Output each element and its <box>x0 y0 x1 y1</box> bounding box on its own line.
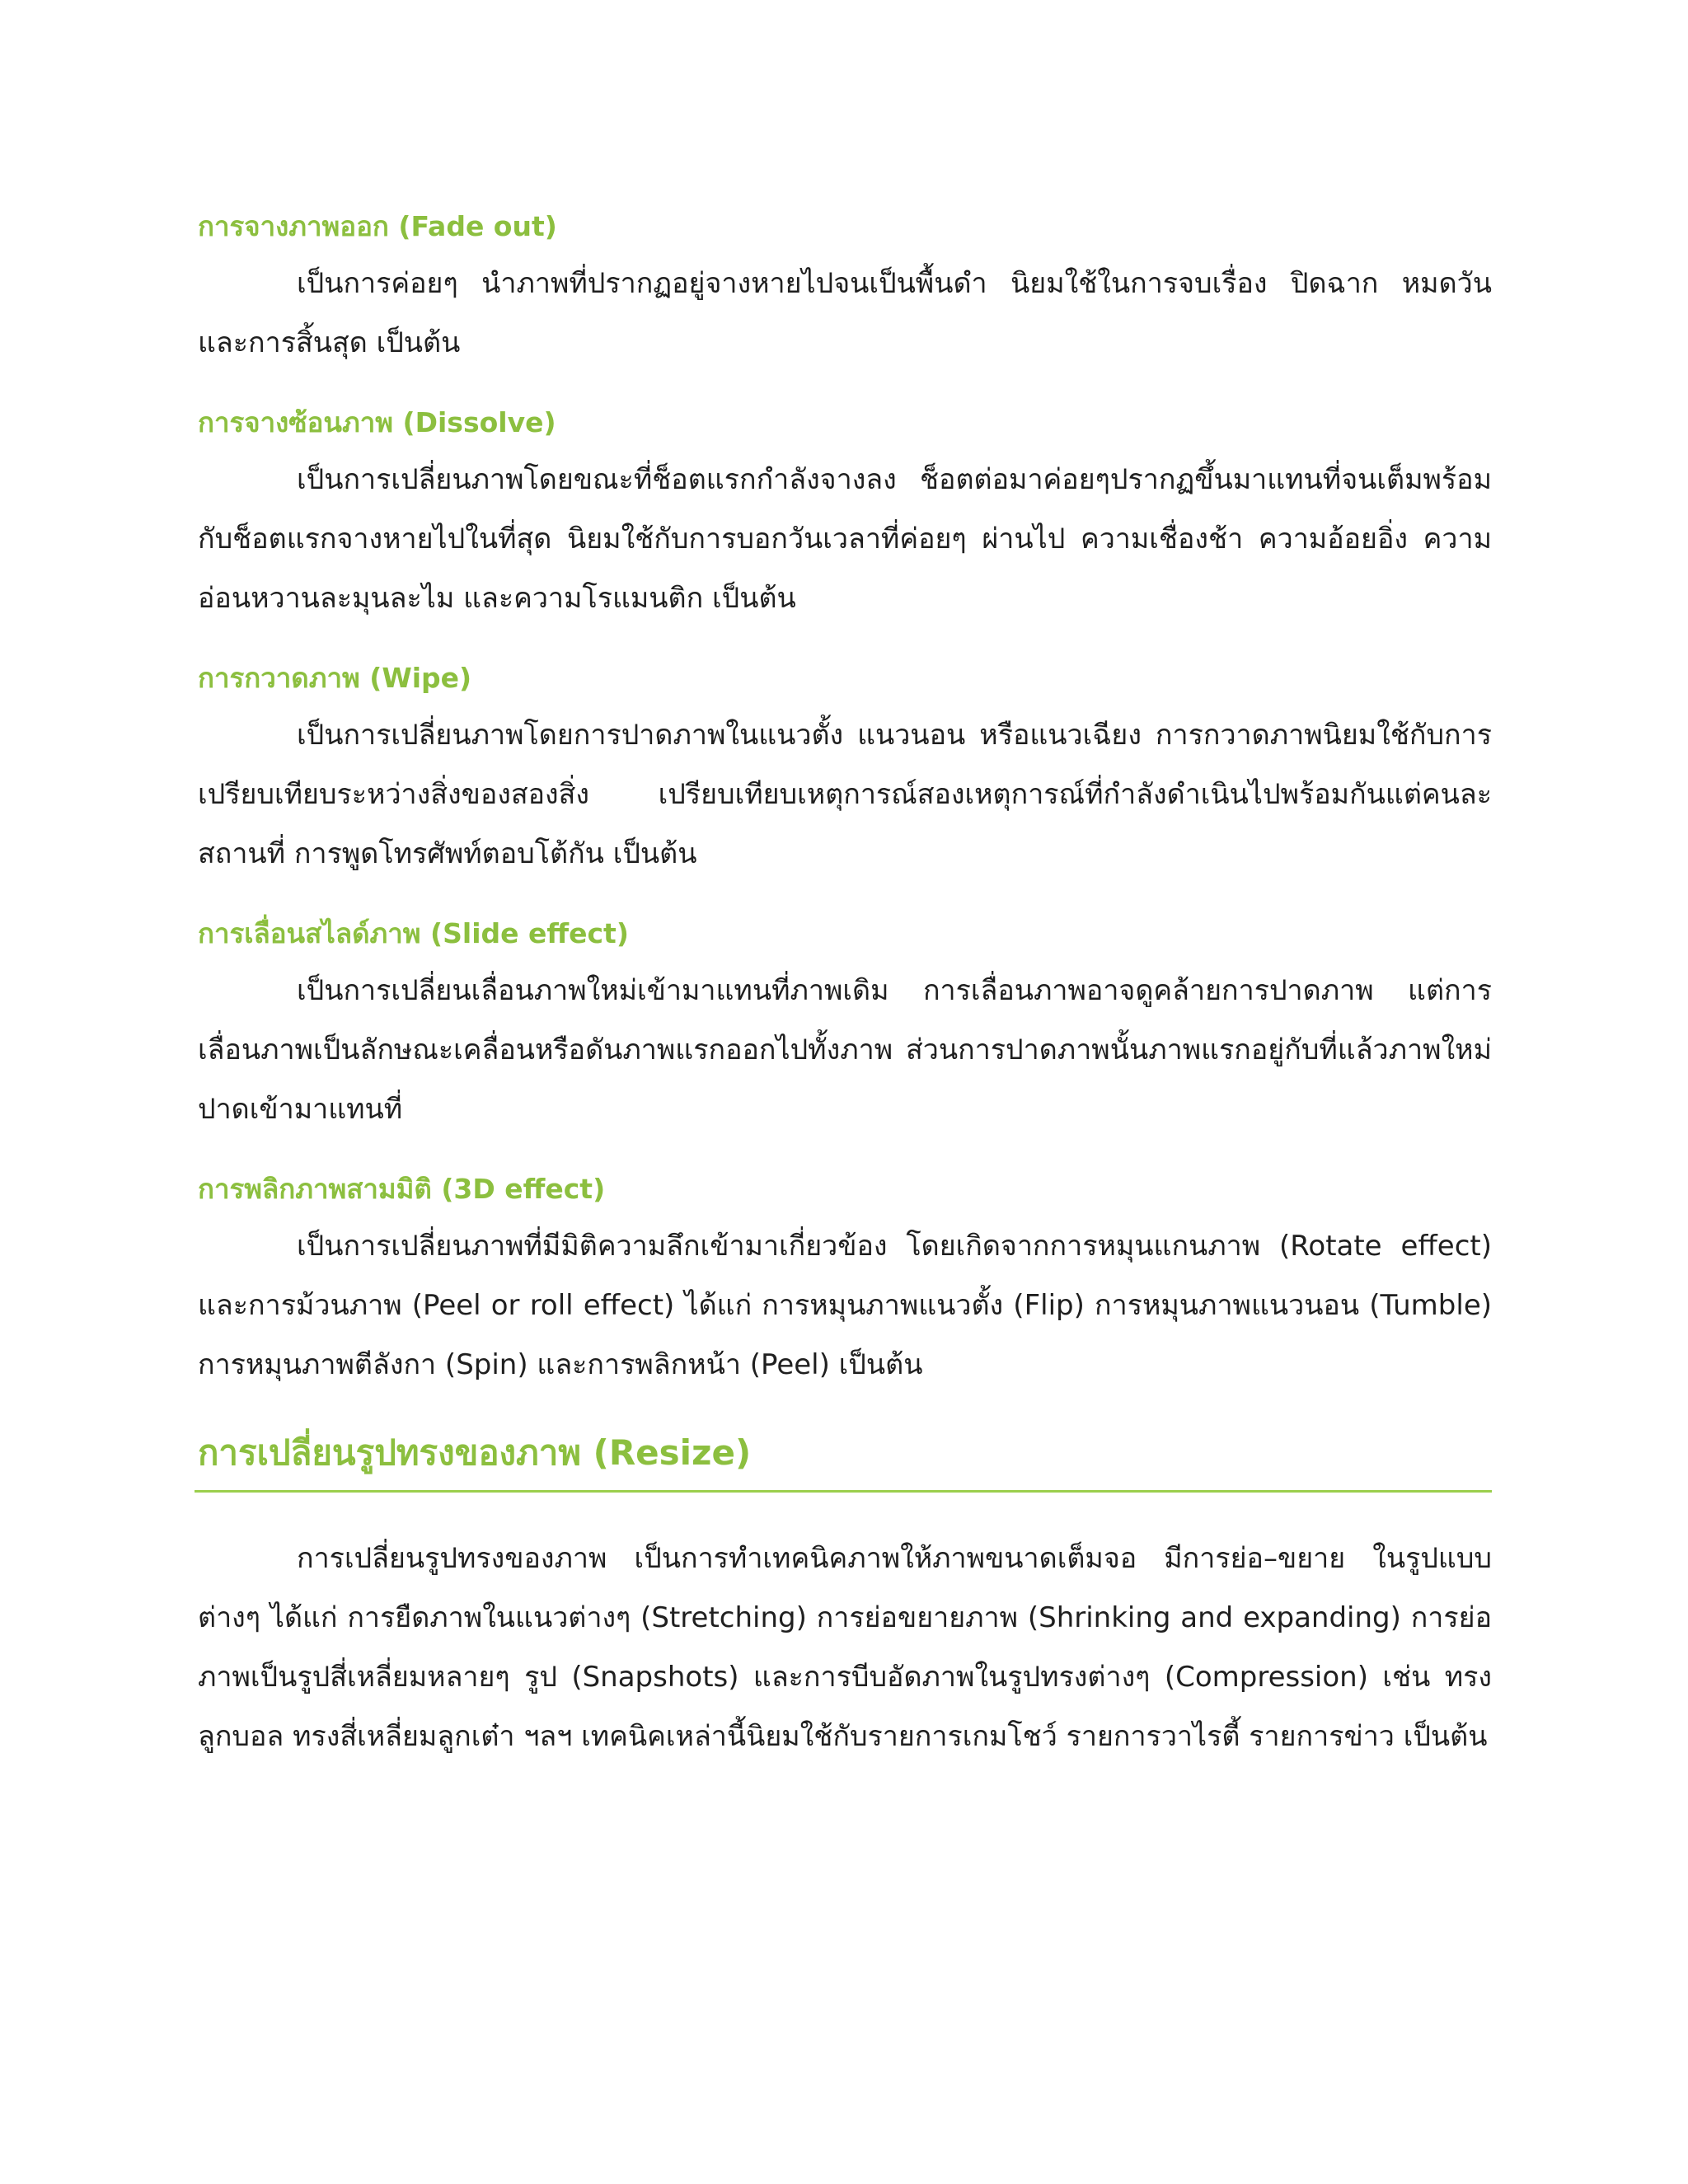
subheading-dissolve: การจางซ้อนภาพ (Dissolve) <box>198 406 556 438</box>
section-wipe <box>198 658 1492 883</box>
subheading-fade-out: การจางภาพออก (Fade out) <box>198 210 557 242</box>
heading-divider <box>195 1490 1492 1493</box>
section-slide-effect <box>198 913 1492 1139</box>
subheading-wipe: การกวาดภาพ (Wipe) <box>198 662 472 694</box>
section-3d-effect <box>198 1169 1492 1394</box>
paragraph-resize: การเปลี่ยนรูปทรงของภาพ เป็นการทำเทคนิคภาพให้ภาพขนาดเต็มจอ มีการย่อ–ขยาย ในรูปแบบต่างๆ ได้แก่ การยืดภาพในแนวต่างๆ (Stretching) การย่อขยายภาพ (Shrinking and expanding) การย่อภาพเป็นรูปสี่เหลี่ยมหลายๆ รูป (Snapshots) และการบีบอัดภาพในรูปทรงต่างๆ (Compression) เช่น ทรงลูกบอล ทรงสี่เหลี่ยมลูกเต๋า ฯลฯ เทคนิคเหล่านี้นิยมใช้กับรายการเกมโชว์ รายการวาไรตี้ รายการข่าว เป็นต้น <box>198 1542 1492 1753</box>
section-dissolve <box>198 402 1492 628</box>
subheading-slide-effect: การเลื่อนสไลด์ภาพ (Slide effect) <box>198 917 629 949</box>
section-title-resize: การเปลี่ยนรูปทรงของภาพ (Resize) <box>198 1432 752 1473</box>
subheading-3d-effect: การพลิกภาพสามมิติ (3D effect) <box>198 1173 606 1205</box>
section-fade-out <box>198 206 1492 373</box>
paragraph-wipe: เป็นการเปลี่ยนภาพโดยการปาดภาพในแนวตั้ง แนวนอน หรือแนวเฉียง การกวาดภาพนิยมใช้กับการเปรียบเทียบระหว่างสิ่งของสองสิ่ง เปรียบเทียบเหตุการณ์สองเหตุการณ์ที่กำลังดำเนินไปพร้อมกันแต่คนละสถานที่ การพูดโทรศัพท์ตอบโต้กัน เป็นต้น <box>198 719 1492 870</box>
resize-heading-block <box>198 1427 1492 1493</box>
paragraph-slide-effect: เป็นการเปลี่ยนเลื่อนภาพใหม่เข้ามาแทนที่ภาพเดิม การเลื่อนภาพอาจดูคล้ายการปาดภาพ แต่การเลื่อนภาพเป็นลักษณะเคลื่อนหรือดันภาพแรกออกไปทั้งภาพ ส่วนการปาดภาพนั้นภาพแรกอยู่กับที่แล้วภาพใหม่ปาดเข้ามาแทนที่ <box>198 974 1492 1126</box>
paragraph-dissolve: เป็นการเปลี่ยนภาพโดยขณะที่ช็อตแรกกำลังจางลง ช็อตต่อมาค่อยๆปรากฏขึ้นมาแทนที่จนเต็มพร้อมกับช็อตแรกจางหายไปในที่สุด นิยมใช้กับการบอกวันเวลาที่ค่อยๆ ผ่านไป ความเชื่องช้า ความอ้อยอิ่ง ความอ่อนหวานละมุนละไม และความโรแมนติก เป็นต้น <box>198 463 1492 615</box>
paragraph-fade-out: เป็นการค่อยๆ นำภาพที่ปรากฏอยู่จางหายไปจนเป็นพื้นดำ นิยมใช้ในการจบเรื่อง ปิดฉาก หมดวัน และการสิ้นสุด เป็นต้น <box>198 267 1492 359</box>
paragraph-3d-effect: เป็นการเปลี่ยนภาพที่มีมิติความลึกเข้ามาเกี่ยวข้อง โดยเกิดจากการหมุนแกนภาพ (Rotate effect) และการม้วนภาพ (Peel or roll effect) ได้แก่ การหมุนภาพแนวตั้ง (Flip) การหมุนภาพแนวนอน (Tumble) การหมุนภาพตีลังกา (Spin) และการพลิกหน้า (Peel) เป็นต้น <box>198 1230 1492 1381</box>
page-content <box>198 206 1492 1796</box>
